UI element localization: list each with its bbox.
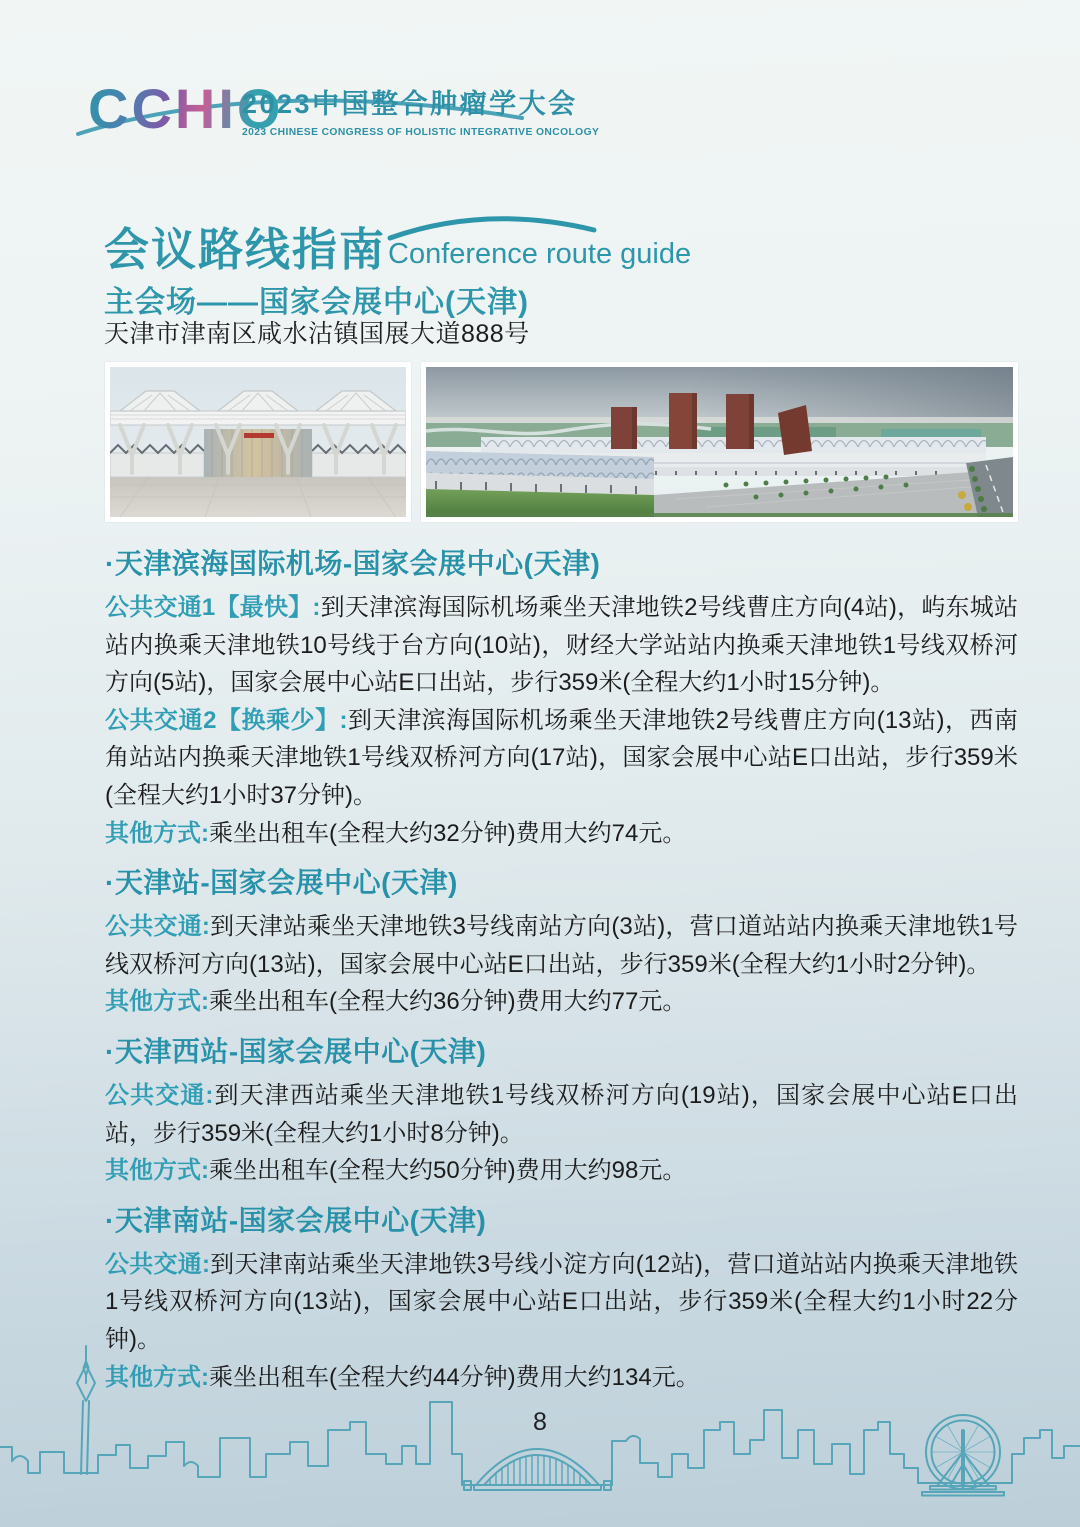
route-item-text: 到天津滨海国际机场乘坐天津地铁2号线曹庄方向(13站)，西南角站站内换乘天津地铁1号线双桥河方向(17站)，国家会展中心站E口出站，步行359米(全程大约1小时37分钟)。 (105, 706, 1019, 809)
page-title-zh: 会议路线指南 (104, 224, 387, 275)
cchio-logo-mark: CCHIO (88, 77, 284, 140)
route-section-heading-tianjin-west-station: ·天津西站-国家会展中心(天津) (105, 1035, 487, 1067)
route-section-heading-airport: ·天津滨海国际机场-国家会展中心(天津) (105, 548, 601, 579)
page-title-en: Conference route guide (388, 238, 692, 270)
route-item-label: 公共交通: (105, 1250, 210, 1278)
route-item-text: 乘坐出租车(全程大约50分钟)费用大约98元。 (209, 1157, 687, 1185)
route-item-label: 公共交通2【换乘少】: (105, 706, 348, 734)
page-number: 8 (533, 1408, 547, 1436)
logo-title-en: 2023 CHINESE CONGRESS OF HOLISTIC INTEGRATIVE ONCOLOGY (242, 127, 600, 138)
route-item (105, 908, 1018, 983)
route-item-text: 到天津滨海国际机场乘坐天津地铁2号线曹庄方向(4站)，屿东城站站内换乘天津地铁10号线于台方向(10站)，财经大学站站内换乘天津地铁1号线双桥河方向(5站)，国家会展中心站E口出站，步行359米(全程大约1小时15分钟)。 (105, 594, 1018, 697)
header-logo (84, 74, 744, 148)
route-item-text: 到天津站乘坐天津地铁3号线南站方向(3站)，营口道站站内换乘天津地铁1号线双桥河方向(13站)，国家会展中心站E口出站，步行359米(全程大约1小时2分钟)。 (105, 913, 1018, 978)
route-item-label: 公共交通1【最快】: (105, 594, 321, 621)
route-item (105, 815, 1018, 853)
route-item-label: 公共交通: (105, 1081, 214, 1109)
venue-entrance-photo (105, 362, 411, 522)
venue-heading: 主会场——国家会展中心(天津) (104, 286, 529, 319)
route-item-text: 乘坐出租车(全程大约44分钟)费用大约134元。 (209, 1363, 700, 1391)
route-item (105, 1152, 1018, 1190)
route-section-heading-tianjin-south-station: ·天津南站-国家会展中心(天津) (105, 1204, 487, 1236)
route-item-label: 其他方式: (105, 1157, 209, 1185)
route-item-label: 公共交通: (105, 913, 210, 941)
venue-address: 天津市津南区咸水沽镇国展大道888号 (104, 320, 530, 348)
route-item-label: 其他方式: (105, 819, 209, 847)
route-item-label: 其他方式: (105, 988, 209, 1016)
route-item-text: 到天津南站乘坐天津地铁3号线小淀方向(12站)，营口道站站内换乘天津地铁1号线双桥河方向(13站)，国家会展中心站E口出站，步行359米(全程大约1小时22分钟)。 (105, 1250, 1018, 1353)
route-item-text: 乘坐出租车(全程大约32分钟)费用大约74元。 (209, 819, 687, 847)
route-item (105, 702, 1018, 815)
route-item (105, 983, 1018, 1021)
logo-title-zh: 2023中国整合肿瘤学大会 (242, 89, 578, 119)
routes (105, 545, 1018, 1396)
route-item (105, 1077, 1018, 1152)
route-item-label: 其他方式: (105, 1363, 209, 1391)
route-item (105, 589, 1018, 702)
logo-titles (242, 82, 599, 138)
route-item-text: 乘坐出租车(全程大约36分钟)费用大约77元。 (209, 988, 687, 1016)
route-item-text: 到天津西站乘坐天津地铁1号线双桥河方向(19站)，国家会展中心站E口出站，步行359米(全程大约1小时8分钟)。 (105, 1081, 1018, 1147)
route-section-heading-tianjin-station: ·天津站-国家会展中心(天津) (105, 867, 458, 899)
venue-aerial-photo (421, 362, 1018, 522)
venue-photos (105, 362, 1018, 522)
title-arc-icon (386, 204, 598, 242)
